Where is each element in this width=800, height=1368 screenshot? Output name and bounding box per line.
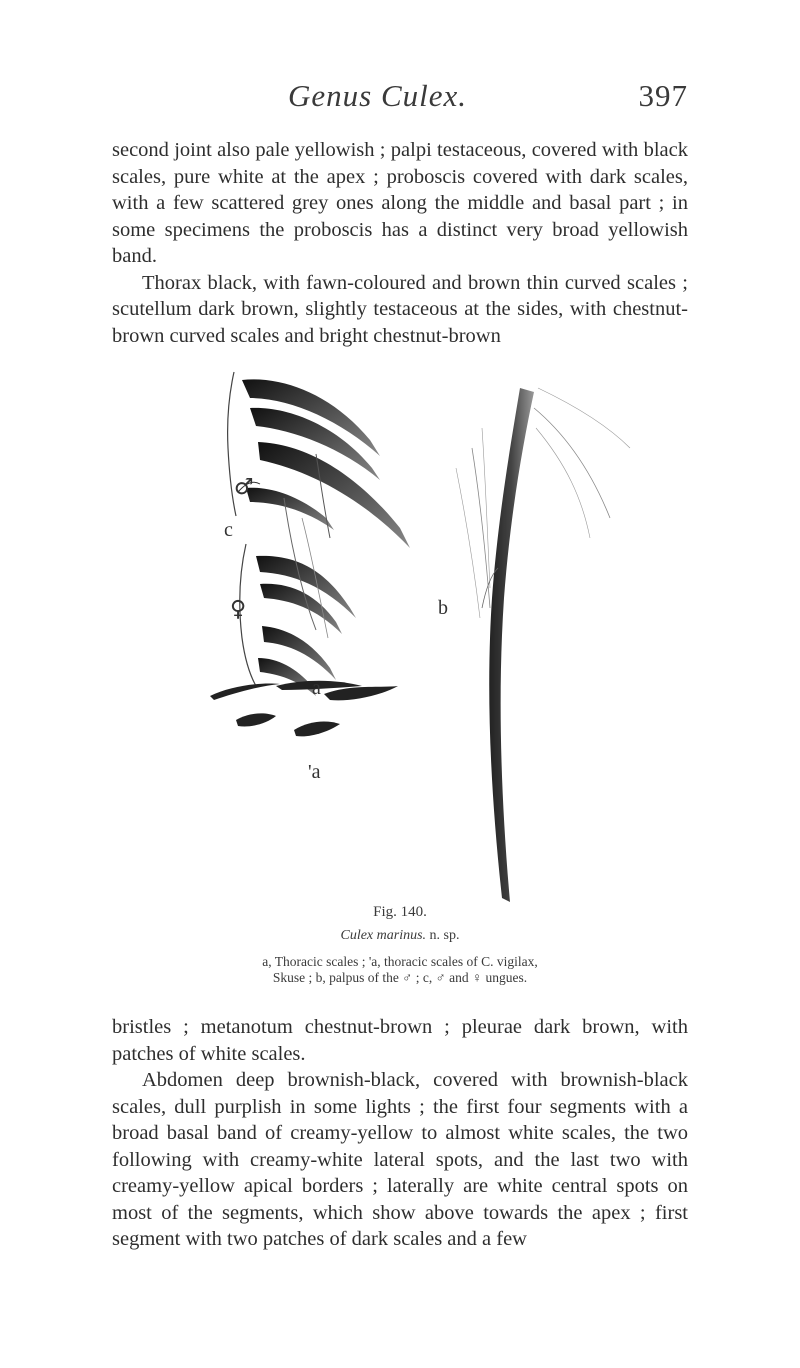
figure-species-line [112, 928, 688, 944]
figure-number: Fig. 140. [373, 904, 427, 920]
figure-description-line: a, Thoracic scales ; 'a, thoracic scales of C. vigilax, [262, 954, 538, 969]
page-number: 397 [638, 78, 688, 113]
body-text-bottom [112, 1014, 688, 1253]
page-header [0, 78, 800, 118]
vigilax-scales-drawing [236, 713, 340, 736]
body-text-top [112, 137, 688, 349]
paragraph: bristles ; metanotum chestnut-brown ; pleurae dark brown, with patches of white scales. [112, 1016, 688, 1065]
label-male: ♂ [234, 475, 254, 500]
species-note: n. sp. [429, 928, 460, 943]
figure-description-line: Skuse ; b, palpus of the ♂ ; c, ♂ and ♀ ungues. [272, 970, 528, 985]
paragraph: Thorax black, with fawn-coloured and brown thin curved scales ; scutellum dark brown, slightly testaceous at the sides, with chestnut-brown curved scales and bright chestnut-brown [112, 271, 688, 347]
paragraph: Abdomen deep brownish-black, covered with brownish-black scales, dull purplish in some lights ; the first four segments with a broad basal band of creamy-yellow to almost white scales, the two following with creamy-white lateral spots, and the last two with creamy-yellow apical borders ; laterally are white central spots on most of the segments, which show above towards the apex ; first segment with two patches of dark scales and a few [112, 1069, 688, 1250]
male-ungues-drawing [228, 372, 410, 548]
label-b: b [438, 597, 448, 619]
label-c: c [224, 519, 233, 541]
palpus-drawing [456, 388, 630, 902]
figure-description [112, 954, 688, 986]
figure-140 [110, 368, 690, 916]
running-title: Genus Culex. [288, 78, 468, 113]
female-ungues-drawing [240, 498, 356, 696]
species-name: Culex marinus. [340, 928, 427, 943]
label-a: a [312, 677, 321, 699]
label-female: ♀ [230, 597, 247, 622]
thoracic-scales-drawing [210, 681, 398, 701]
paragraph: second joint also pale yellowish ; palpi testaceous, covered with black scales, pure white at the apex ; proboscis covered with dark scales, with a few scattered grey ones along the middle and basal part ; in some specimens the proboscis has a distinct very broad yellowish band. [112, 139, 688, 267]
label-prime-a: 'a [308, 761, 321, 783]
figure-illustration [110, 368, 690, 916]
